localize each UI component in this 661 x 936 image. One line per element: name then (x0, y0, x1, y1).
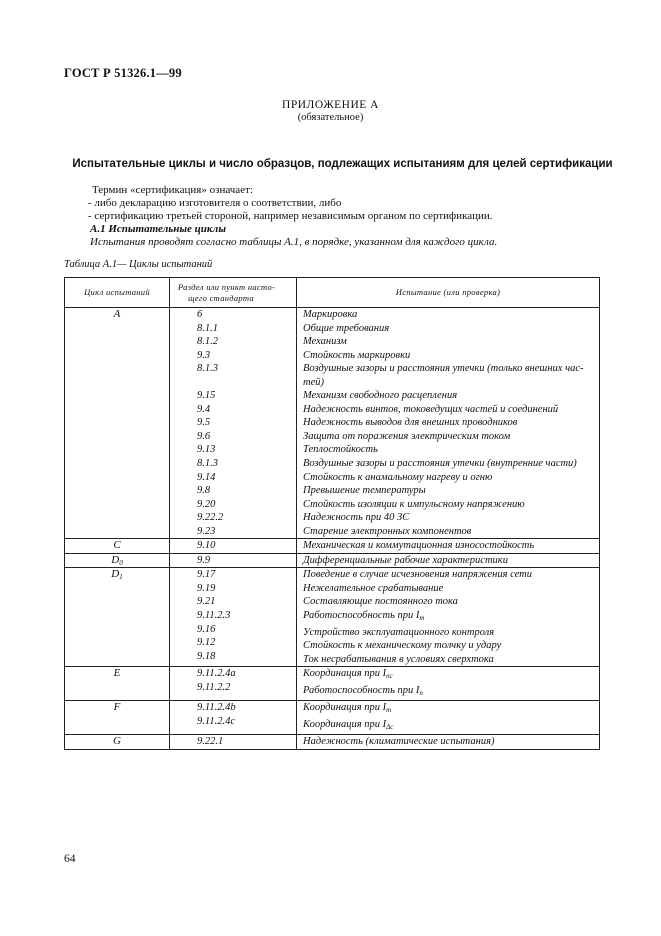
test-text: Дифференциальные рабочие характеристики (303, 554, 508, 566)
section-number: 9.19 (197, 582, 216, 594)
test-text: Превышение температуры (303, 485, 426, 497)
cycle-cell (65, 539, 170, 554)
section-number: 8.1.2 (197, 336, 218, 348)
test-text: Координация при I (303, 718, 387, 730)
test-text: Механическая и коммутационная износостойкость (303, 540, 535, 552)
test-subscript: n (419, 688, 423, 697)
cycle-subscript: 1 (119, 573, 123, 582)
test-name (297, 582, 599, 596)
section-number: 9.22.2 (197, 512, 224, 524)
test-name (297, 308, 599, 322)
test-cell (297, 568, 600, 667)
section-number: 9.11.2.3 (197, 610, 231, 622)
section-number: 6 (197, 309, 203, 320)
test-name (297, 735, 599, 749)
test-name (297, 416, 599, 430)
cycle-label: D (111, 568, 120, 581)
test-text: Работоспособность при I (303, 610, 420, 622)
test-cell (297, 539, 600, 554)
page-number: 64 (64, 853, 76, 865)
test-name (297, 376, 599, 390)
table-row (65, 735, 600, 750)
test-text: Маркировка (303, 309, 358, 320)
cycle-label: G (113, 735, 121, 748)
test-name (297, 389, 599, 403)
test-text: Ток несрабатывания в условиях сверхтока (303, 653, 494, 665)
test-subscript: nc (386, 672, 393, 681)
test-text: Общие требования (303, 322, 390, 334)
cycle-label: A (113, 308, 121, 320)
section-number: 9.10 (197, 540, 216, 552)
test-text: Стойкость к механическому толчку и удару (303, 640, 502, 652)
test-name (297, 335, 599, 349)
test-name (297, 430, 599, 444)
section-cell (170, 667, 297, 701)
test-name (297, 684, 599, 701)
section-number: 9.4 (197, 403, 211, 415)
test-name (297, 498, 599, 512)
test-text: Старение электронных компонентов (303, 525, 472, 537)
cycle-cell (65, 553, 170, 568)
cycle-label: E (113, 667, 121, 680)
test-text: Воздушные зазоры и расстояния утечки (только внешних час- (303, 363, 584, 375)
section-number: 9.22.1 (197, 736, 224, 748)
section-cell (170, 701, 297, 735)
test-text: Воздушные зазоры и расстояния утечки (внутренние части) (303, 458, 577, 470)
test-text: Поведение в случае исчезновения напряжения сети (303, 569, 532, 581)
test-text: Надежность (климатические испытания) (303, 736, 495, 748)
test-text: Механизм свободного расцепления (303, 390, 458, 402)
header-test: Испытание (или проверка) (297, 278, 600, 308)
test-name (297, 718, 599, 735)
test-name (297, 484, 599, 498)
table-row (65, 308, 600, 539)
section-number: 9.21 (197, 596, 216, 608)
test-name (297, 595, 599, 609)
table-header-row (65, 278, 600, 308)
section-heading: A.1 Испытательные циклы (90, 223, 226, 235)
document-title: Испытательные циклы и число образцов, подлежащих испытаниям для целей сертификации (72, 158, 613, 170)
standard-header: ГОСТ Р 51326.1—99 (64, 66, 182, 80)
intro-lead: Термин «сертификация» означает: (92, 184, 253, 196)
test-name (297, 539, 599, 553)
header-section-line: Раздел или пункт насто- (178, 281, 276, 292)
test-text: Устройство эксплуатационного контроля (303, 626, 495, 638)
test-cell (297, 667, 600, 701)
test-name (297, 457, 599, 471)
cycle-label: D (111, 553, 120, 566)
test-text: Стойкость изоляции к импульсному напряжению (303, 498, 525, 510)
test-name (297, 443, 599, 457)
cycle-cell (65, 667, 170, 701)
test-name (297, 639, 599, 653)
test-text: Надежность при 40 ЗС (303, 512, 410, 524)
section-number: 8.1.3 (197, 458, 218, 470)
test-name (297, 471, 599, 485)
table-row (65, 539, 600, 554)
cycle-cell (65, 568, 170, 667)
test-subscript: m (386, 706, 392, 715)
section-number: 9.9 (197, 554, 211, 566)
test-name (297, 554, 599, 568)
section-cell (170, 735, 297, 750)
header-cycle: Цикл испытаний (65, 278, 170, 308)
section-number: 9.5 (197, 417, 211, 429)
section-number: 9.15 (197, 390, 216, 402)
section-number: 9.3 (197, 349, 211, 361)
section-number: 8.1.1 (197, 322, 218, 334)
cycle-cell (65, 701, 170, 735)
test-text: Составляющие постоянного тока (303, 596, 458, 608)
section-number: 8.1.3 (197, 363, 218, 375)
section-number: 9.13 (197, 444, 216, 456)
test-name (297, 349, 599, 363)
section-cell (170, 553, 297, 568)
test-text: Защита от поражения электрическим током (303, 430, 511, 442)
table-row (65, 553, 600, 568)
test-name (297, 653, 599, 667)
section-number: 9.14 (197, 471, 216, 483)
section-number: 9.11.2.4b (197, 702, 236, 714)
test-name (297, 667, 599, 684)
test-name (297, 525, 599, 539)
test-name (297, 362, 599, 376)
table-row (65, 701, 600, 735)
test-cycles-table (64, 277, 600, 750)
test-text: Нежелательное срабатывание (303, 582, 444, 594)
test-name (297, 701, 599, 718)
header-section-line: щего стандарта (188, 292, 254, 303)
test-text: Работоспособность при I (303, 684, 420, 696)
cycle-subscript: 0 (119, 558, 123, 567)
test-text: Координация при I (303, 668, 387, 680)
section-note: Испытания проводят согласно таблицы А.1, в порядке, указанном для каждого цикла. (90, 236, 498, 248)
section-number: 9.23 (197, 525, 216, 537)
table-body (65, 308, 600, 750)
test-cell (297, 735, 600, 750)
test-text: Стойкость маркировки (303, 349, 411, 361)
section-cell (170, 568, 297, 667)
section-number: 9.11.2.4c (197, 715, 236, 727)
appendix-heading (0, 99, 661, 123)
intro-bullet: - либо декларацию изготовителя о соответствии, либо (88, 197, 342, 209)
test-subscript: Δc (386, 722, 394, 731)
section-number: 9.6 (197, 430, 211, 442)
test-name (297, 322, 599, 336)
cycle-label: F (113, 701, 121, 714)
table-caption: Таблица А.1— Циклы испытаний (64, 259, 213, 270)
header-section (170, 278, 297, 308)
test-name (297, 403, 599, 417)
section-number: 9.12 (197, 637, 216, 649)
test-subscript: m (419, 614, 425, 623)
section-number: 9.18 (197, 650, 216, 662)
intro-bullet: - сертификацию третьей стороной, например независимым органом по сертификации. (88, 210, 493, 222)
section-number: 9.8 (197, 485, 211, 497)
test-cell (297, 308, 600, 539)
test-text: Надежность винтов, токоведущих частей и соединений (303, 403, 559, 415)
cycle-cell (65, 735, 170, 750)
test-text: Координация при I (303, 702, 387, 714)
section-number: 9.17 (197, 569, 216, 581)
appendix-title: ПРИЛОЖЕНИЕ А (282, 99, 379, 111)
test-cell (297, 553, 600, 568)
test-cell (297, 701, 600, 735)
section-cell (170, 308, 297, 539)
section-number: 9.11.2.2 (197, 681, 231, 693)
test-text: Надежность выводов для внешних проводников (303, 417, 518, 429)
section-number: 9.16 (197, 623, 216, 635)
section-number (170, 376, 296, 390)
test-name (297, 626, 599, 640)
section-number: 9.11.2.4a (197, 668, 236, 680)
test-text: тей) (303, 376, 324, 388)
test-name (297, 511, 599, 525)
test-name (297, 609, 599, 626)
table-row (65, 568, 600, 667)
section-number: 9.20 (197, 498, 216, 510)
cycle-label: C (113, 539, 121, 552)
cycle-cell (65, 308, 170, 539)
test-name (297, 568, 599, 582)
test-text: Механизм (303, 336, 347, 348)
section-cell (170, 539, 297, 554)
table-row (65, 667, 600, 701)
intro-block (88, 184, 591, 249)
appendix-status: (обязательное) (297, 112, 364, 123)
test-text: Стойкость к анамальному нагреву и огню (303, 471, 493, 483)
test-text: Теплостойкость (303, 444, 378, 456)
